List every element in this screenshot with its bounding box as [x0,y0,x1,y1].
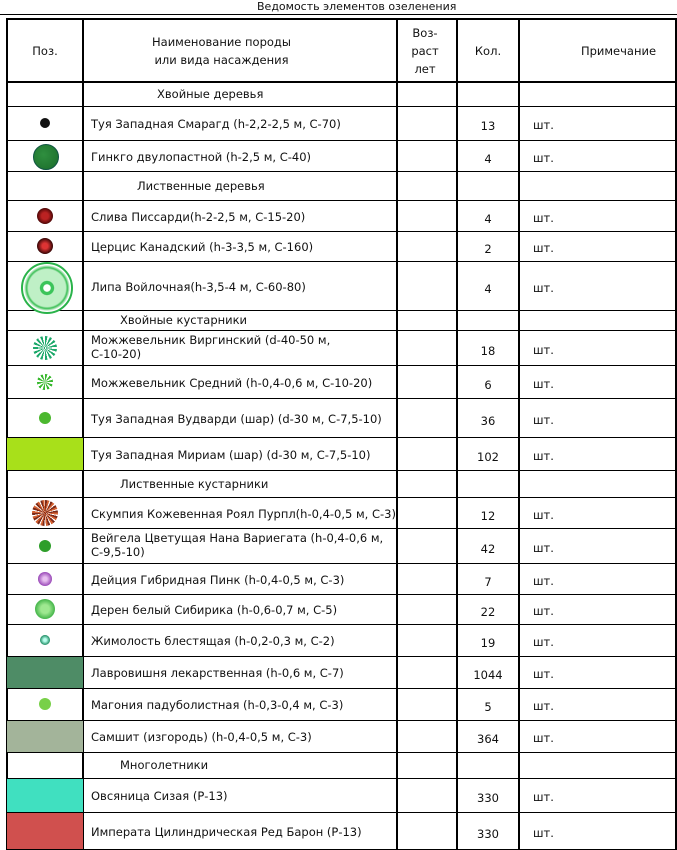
header-border [6,81,677,83]
deutzia-purple-icon [38,572,52,586]
unit-value: шт. [533,280,554,295]
unit-value: шт. [533,210,554,225]
row-divider [6,752,677,753]
quantity-value: 13 [480,119,496,133]
plant-name-line2: С-10-20) [91,347,142,361]
unit-value: шт. [533,699,554,713]
plant-name: Гинкго двулопастной (h-2,5 м, С-40) [91,149,312,164]
swatch-sage-swatch [7,721,83,752]
plant-name: Овсяница Сизая (Р-13) [91,789,228,803]
section-heading: Лиственные кустарники [120,476,269,491]
row-divider [6,720,677,721]
row-divider [6,200,677,201]
plant-name: Императа Цилиндрическая Ред Барон (Р-13) [91,824,362,839]
unit-value: шт. [533,118,554,132]
row-divider [6,528,677,529]
dot-red-dark-icon [37,208,53,224]
quantity-value: 4 [484,211,492,226]
unit-value: шт. [533,790,554,804]
plant-name: Церцис Канадский (h-3-3,5 м, С-160) [91,240,314,254]
row-divider [6,231,677,232]
plant-name-line2: С-9,5-10) [91,545,145,559]
swatch-lime-swatch [7,438,83,470]
quantity-value: 102 [477,449,499,464]
smoke-bush-icon [32,500,58,526]
row-divider [6,656,677,657]
unit-value: шт. [533,667,554,681]
plant-name: Туя Западная Смарагд (h-2,2-2,5 м, С-70) [91,117,341,131]
ginkgo-green-icon [33,144,59,170]
row-divider [6,437,677,438]
unit-value: шт. [533,507,554,522]
plant-name: Туя Западная Мириам (шар) (d-30 м, С-7,5-10) [91,447,371,462]
quantity-value: 364 [477,732,499,746]
section-heading: Лиственные деревья [137,178,265,193]
plant-name: Слива Писсарди(h-2-2,5 м, С-15-20) [91,209,306,224]
quantity-value: 5 [484,700,492,714]
unit-value: шт. [533,604,554,618]
row-divider [6,365,677,366]
section-heading: Многолетники [120,758,209,772]
unit-value: шт. [533,241,554,255]
row-divider [6,398,677,399]
row-divider [6,330,677,331]
row-divider [6,140,677,141]
header-age-line2: раст [411,44,439,58]
section-heading: Хвойные деревья [157,86,264,101]
swatch-darkgreen-swatch [7,657,83,688]
row-divider [6,594,677,595]
unit-value: шт. [533,635,554,649]
header-border [6,18,677,20]
swatch-red-swatch [7,813,83,849]
quantity-value: 18 [480,343,496,358]
swatch-aqua-swatch [7,779,83,812]
quantity-value: 6 [484,377,492,392]
plant-name-line1: Можжевельник Виргинский (d-40-50 м, [91,333,331,347]
row-divider [6,688,677,689]
unit-value: шт. [533,150,554,165]
row-divider [6,106,677,107]
juniper-small-icon [37,374,53,390]
quantity-value: 1044 [473,668,503,682]
plant-name [91,531,383,559]
unit-value: шт. [533,573,554,588]
unit-value: шт. [533,342,554,357]
column-divider [518,18,520,849]
dot-black-icon [40,118,50,128]
plant-name: Туя Западная Вудварди (шар) (d-30 м, С-7,5-10) [91,411,382,426]
dot-green-dark-icon [39,540,51,552]
plant-name-line1: Вейгела Цветущая Нана Вариегата (h-0,4-0,6 м, [91,531,384,545]
quantity-value: 22 [480,605,496,619]
header-qty: Кол. [474,44,502,58]
plant-name: Липа Войлочная(h-3,5-4 м, С-60-80) [91,279,306,294]
plant-name: Дейция Гибридная Пинк (h-0,4-0,5 м, С-3) [91,572,345,587]
row-divider [6,171,677,172]
quantity-value: 36 [480,413,496,428]
title-divider [0,14,677,15]
row-divider [6,470,677,471]
row-divider [6,261,677,262]
header-age-line1: Воз- [412,26,438,40]
quantity-value: 330 [477,826,499,841]
row-divider [6,497,677,498]
column-divider [456,18,458,849]
header-pos: Поз. [32,44,58,58]
quantity-value: 4 [484,281,492,296]
plant-name: Лавровишня лекарственная (h-0,6 м, С-7) [91,666,344,680]
row-divider [6,563,677,564]
plant-name: Магония падуболистная (h-0,3-0,4 м, С-3) [91,698,344,712]
quantity-value: 19 [480,636,496,650]
plant-name: Жимолость блестящая (h-0,2-0,3 м, С-2) [91,634,335,648]
section-heading: Хвойные кустарники [120,313,248,327]
unit-value: шт. [533,731,554,745]
unit-value: шт. [533,376,554,391]
quantity-value: 330 [477,791,499,805]
header-name-line2: или вида насаждения [154,53,289,67]
dot-green-icon [39,412,51,424]
row-divider [6,624,677,625]
row-divider [6,778,677,779]
header-name-line1: Наименование породы [152,35,291,49]
column-divider [396,18,398,849]
honeysuckle-teal-icon [40,635,50,645]
unit-value: шт. [533,448,554,463]
quantity-value: 42 [480,541,496,556]
plant-name: Можжевельник Средний (h-0,4-0,6 м, С-10-20) [91,375,373,390]
juniper-star-icon [33,336,57,360]
quantity-value: 7 [484,574,492,589]
linden-green-icon [21,262,73,314]
unit-value: шт. [533,412,554,427]
row-divider [6,812,677,813]
quantity-value: 2 [484,242,492,256]
quantity-value: 12 [480,508,496,523]
plant-name: Самшит (изгородь) (h-0,4-0,5 м, С-3) [91,730,312,744]
quantity-value: 4 [484,151,492,166]
plant-name: Дерен белый Сибирика (h-0,6-0,7 м, С-5) [91,603,338,617]
table-title: Ведомость элементов озеленения [257,0,457,13]
dogwood-green-icon [35,599,55,619]
dot-red-black-icon [37,238,53,254]
plant-name [91,333,330,361]
unit-value: шт. [533,540,554,555]
plant-name: Скумпия Кожевенная Роял Пурпл(h-0,4-0,5 м, С-3) [91,506,396,521]
row-divider [6,310,677,311]
dot-lightgreen-icon [39,698,51,710]
header-age-line3: лет [414,62,436,76]
header-note: Примечание [580,44,657,58]
unit-value: шт. [533,825,554,840]
